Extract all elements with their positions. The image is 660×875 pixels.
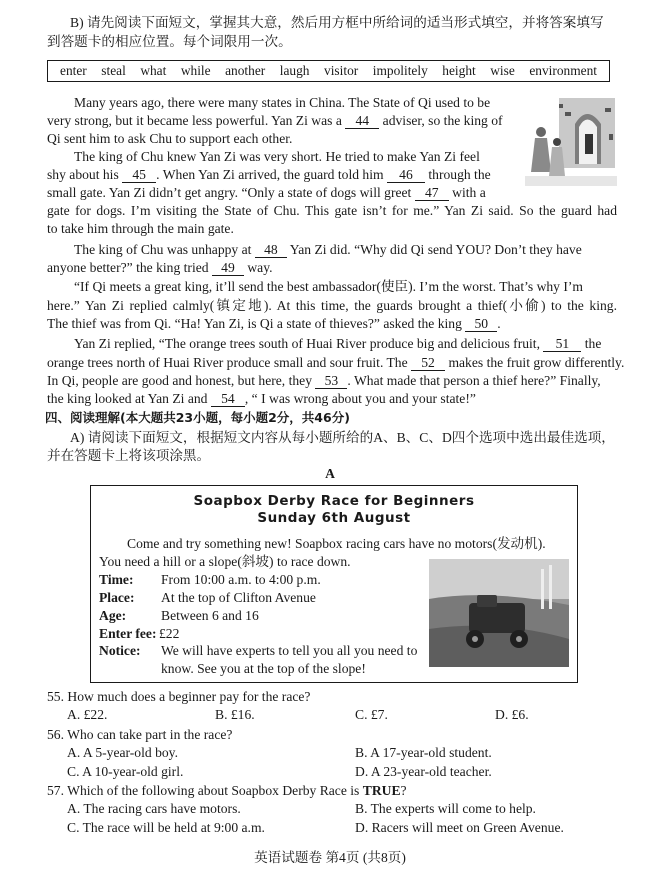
p3-line1 [74,241,582,259]
section-b-instruction: B) 请先阅读下面短文，掌握其大意，然后用方框中所给词的适当形式填空，并将答案填写 [70,15,604,30]
p1-line3: Qi sent him to ask Chu to support each other. [47,131,293,146]
text: . What made that person a thief here?” Finally, [347,373,601,388]
blank-44[interactable]: 44 [345,114,379,129]
option[interactable]: A. The racing cars have motors. [67,801,241,816]
p4-line2: here.” Yan Zi replied calmly(镇定地). At this time, the guards brought a thief(小偷) to the king. [47,298,617,313]
text: adviser, so the king of [382,113,503,128]
blank-53[interactable]: 53 [315,374,347,389]
ad-detail-value: From 10:00 a.m. to 4:00 p.m. [161,572,321,587]
section-b-instruction-cont: 到答题卡的相应位置。每个词限用一次。 [47,34,292,49]
option[interactable]: C. £7. [355,707,388,722]
section-four-heading: 四、阅读理解(本大题共23小题，每小题2分，共46分) [45,410,350,425]
option[interactable]: B. £16. [215,707,255,722]
p2-line3 [47,184,486,202]
p2-line4: gate for dogs. I’m visiting the State of Chu. This gate isn’t for me.” Yan Zi said. So the guard had [47,203,617,218]
ad-intro: Come and try something new! Soapbox racing cars have no motors(发动机). [127,536,546,551]
emphasis-true: TRUE [362,783,401,798]
p2-line1: The king of Chu knew Yan Zi was very short. He tried to make Yan Zi feel [74,149,480,164]
option[interactable]: B. A 17-year-old student. [355,745,492,760]
text: very strong, but it became less powerful. Yan Zi was a [47,113,342,128]
blank-51[interactable]: 51 [543,337,581,352]
text: The thief was from Qi. “Ha! Yan Zi, is Qi a state of thieves?” asked the king [47,316,462,331]
blank-45[interactable]: 45 [122,168,156,183]
option[interactable]: D. Racers will meet on Green Avenue. [355,820,564,835]
ad-intro-cont: You need a hill or a slope(斜坡) to race down. [99,554,351,569]
text: In Qi, people are good and honest, but here, they [47,373,312,388]
blank-54[interactable]: 54 [211,392,245,407]
word-bank-item: steal [101,63,126,78]
option[interactable]: D. A 23-year-old teacher. [355,764,492,779]
text: . When Yan Zi arrived, the guard told him [156,167,384,182]
text: anyone better?” the king tried [47,260,209,275]
ad-notice-cont: know. See you at the top of the slope! [161,661,366,676]
word-bank-item: while [180,63,211,78]
ad-detail-label: Time: [99,572,134,587]
word-bank-item: height [442,63,476,78]
soapbox-car-drawing [429,559,569,667]
blank-48[interactable]: 48 [255,243,287,258]
question-56: 56. Who can take part in the race? [47,727,233,742]
ad-detail-label: Enter fee: [99,626,157,641]
p5-line2 [47,354,624,372]
soapbox-car-photo [429,559,569,667]
text: with a [452,185,486,200]
word-bank-item: impolitely [372,63,428,78]
text: . [497,316,501,331]
option[interactable]: B. The experts will come to help. [355,801,536,816]
ad-detail-value: Between 6 and 16 [161,608,259,623]
question-55: 55. How much does a beginner pay for the race? [47,689,311,704]
text: 57. Which of the following about Soapbox Derby Race is [47,783,363,798]
text: orange trees north of Huai River produce small and sour fruit. The [47,355,408,370]
p5-line3 [47,372,601,390]
blank-47[interactable]: 47 [415,186,449,201]
page-footer: 英语试题卷 第4页 (共8页) [254,850,406,865]
part-label: A [325,466,335,481]
option[interactable]: D. £6. [495,707,529,722]
text: makes the fruit grow differently. [448,355,625,370]
section-four-instruction-cont: 并在答题卡上将该项涂黑。 [47,448,211,463]
text: , “ I was wrong about you and your state!” [244,391,476,406]
ad-detail-value: At the top of Clifton Avenue [161,590,316,605]
option[interactable]: A. A 5-year-old boy. [67,745,178,760]
option[interactable]: C. A 10-year-old girl. [67,764,184,779]
ad-notice: We will have experts to tell you all you need to [161,643,418,658]
text: Yan Zi did. “Why did Qi send YOU? Don’t they have [289,242,582,257]
illustration-gate [525,94,617,186]
word-bank-item: another [225,63,266,78]
text: the king looked at Yan Zi and [47,391,208,406]
option[interactable]: C. The race will be held at 9:00 a.m. [67,820,265,835]
section-four-instruction: A) 请阅读下面短文，根据短文内容从每小题所给的A、B、C、D四个选项中选出最佳选项， [70,430,615,445]
word-bank-box [47,60,610,82]
p2-line5: to take him through the main gate. [47,221,234,236]
text: The king of Chu was unhappy at [74,242,252,257]
word-bank-item: what [140,63,167,78]
p4-line1: “If Qi meets a great king, it’ll send the best ambassador(使臣). I’m the worst. That’s why I’m [74,279,584,294]
p1-line1: Many years ago, there were many states in China. The State of Qi used to be [74,95,491,110]
ad-detail-value: £22 [159,626,180,641]
ad-detail-label: Place: [99,590,135,605]
word-bank-item: enter [60,63,87,78]
text: way. [247,260,273,275]
blank-50[interactable]: 50 [465,317,497,332]
p2-line2 [47,166,491,184]
p5-line4 [47,390,476,408]
ad-notice-label: Notice: [99,643,141,658]
text: through the [428,167,491,182]
p1-line2 [47,112,503,130]
ad-title: Soapbox Derby Race for Beginners [193,493,475,509]
ad-date: Sunday 6th August [257,510,411,526]
gate-illustration-drawing [525,94,617,186]
p4-line3 [47,315,501,333]
text: Yan Zi replied, “The orange trees south of Huai River produce big and delicious fruit, [74,336,540,351]
blank-46[interactable]: 46 [387,168,425,183]
soapbox-ad [90,485,578,683]
word-bank-item: wise [490,63,515,78]
text: the [584,336,602,351]
text: small gate. Yan Zi didn’t get angry. “Only a state of dogs will greet [47,185,412,200]
p3-line2 [47,259,273,277]
text: shy about his [47,167,119,182]
word-bank-item: laugh [279,63,310,78]
blank-49[interactable]: 49 [212,261,244,276]
word-bank-item: environment [529,63,597,78]
word-bank [48,61,609,80]
ad-detail-label: Age: [99,608,127,623]
blank-52[interactable]: 52 [411,356,445,371]
option[interactable]: A. £22. [67,707,108,722]
text: ? [400,783,407,798]
word-bank-item: visitor [324,63,359,78]
p5-line1 [74,335,601,353]
question-57 [47,782,407,800]
